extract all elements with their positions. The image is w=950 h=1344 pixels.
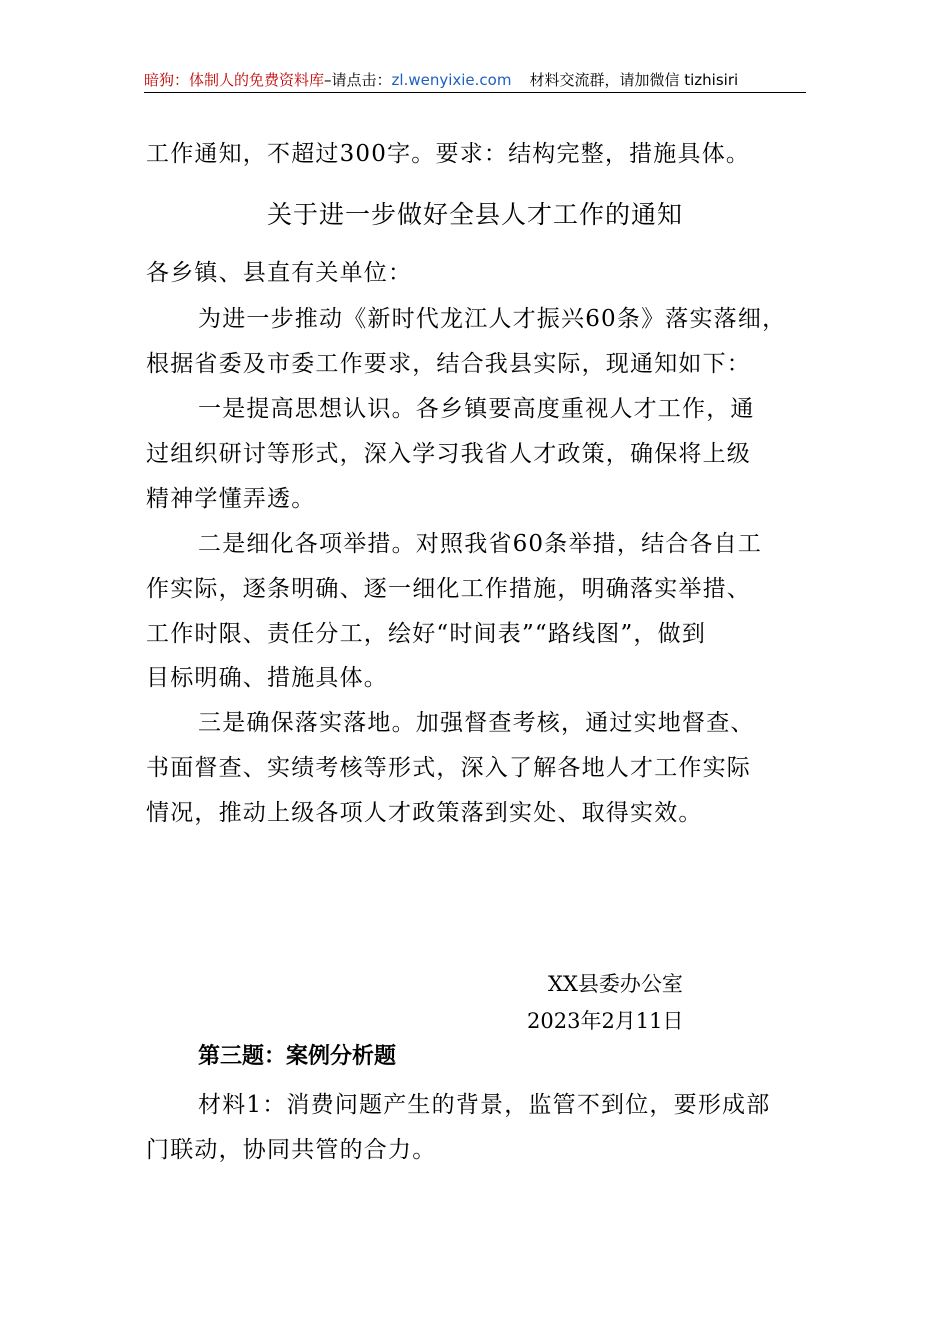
notice-paragraph-line: 根据省委及市委工作要求，结合我县实际，现通知如下： [146, 351, 751, 377]
header-brand: 暗狗：体制人的免费资料库 [144, 71, 325, 89]
header-click-prompt: –请点击： [324, 71, 392, 89]
header-group-info: 材料交流群，请加微信 tizhisiri [529, 71, 739, 89]
section-heading: 第三题：案例分析题 [198, 1044, 397, 1069]
notice-paragraph-line: 一是提高思想认识。各乡镇要高度重视人才工作，通 [198, 396, 755, 422]
notice-paragraph-line: 三是确保落实落地。加强督查考核，通过实地督查、 [198, 710, 755, 736]
notice-paragraph-line: 目标明确、措施具体。 [146, 665, 388, 691]
section-paragraph-line: 材料1：消费问题产生的背景，监管不到位，要形成部 [198, 1092, 771, 1118]
section-paragraph-line: 门联动，协同共管的合力。 [146, 1137, 437, 1163]
notice-paragraph-line: 二是细化各项举措。对照我省60条举措，结合各自工 [198, 531, 763, 557]
notice-paragraph-line: 工作时限、责任分工，绘好“时间表”“路线图”，做到 [146, 621, 707, 647]
notice-title: 关于进一步做好全县人才工作的通知 [266, 200, 683, 229]
notice-paragraph-line: 作实际，逐条明确、逐一细化工作措施，明确落实举措、 [146, 576, 751, 602]
notice-date: 2023年2月11日 [527, 1009, 684, 1033]
page-header [144, 68, 806, 93]
notice-signature: XX县委办公室 [548, 972, 683, 996]
notice-paragraph-line: 过组织研讨等形式，深入学习我省人才政策，确保将上级 [146, 441, 751, 467]
notice-paragraph-line: 情况，推动上级各项人才政策落到实处、取得实效。 [146, 800, 703, 826]
header-link[interactable]: zl.wenyixie.com [391, 71, 512, 89]
intro-line: 工作通知，不超过300字。要求：结构完整，措施具体。 [146, 141, 751, 167]
notice-paragraph-line: 为进一步推动《新时代龙江人才振兴60条》落实落细， [198, 306, 787, 332]
notice-salutation: 各乡镇、县直有关单位： [146, 260, 413, 286]
notice-paragraph-line: 精神学懂弄透。 [146, 486, 316, 512]
notice-paragraph-line: 书面督查、实绩考核等形式，深入了解各地人才工作实际 [146, 755, 751, 781]
